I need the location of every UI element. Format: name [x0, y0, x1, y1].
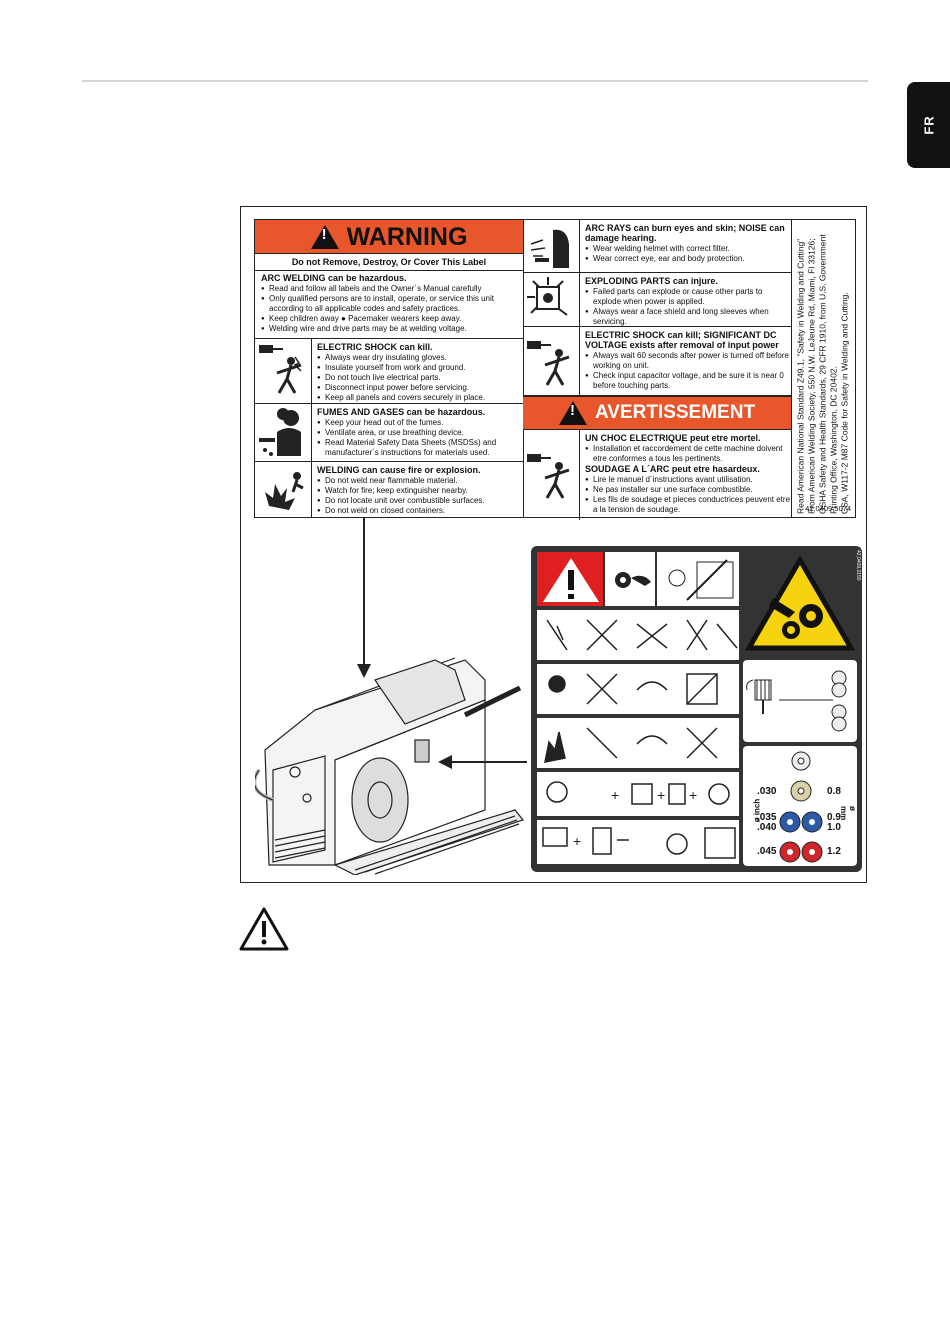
section-electric-shock: ELECTRIC SHOCK can kill. ● Always wear dry insulating gloves. ● Insulate yourself from work and ground. ● Do not touch live electrical parts. ● Disconnect input power before servicing. ● Keep all panels and covers securely in place. — [255, 339, 523, 404]
welding-machine-illustration — [255, 640, 525, 875]
fumes-prohibitions-row — [536, 663, 740, 715]
size-mm-08: 0.8 — [827, 786, 841, 797]
manual-row — [536, 819, 740, 865]
label-middle-column — [523, 220, 792, 517]
label-left-column — [255, 220, 524, 517]
fumes-icon — [255, 404, 312, 461]
warning-triangle-icon: ! — [311, 225, 339, 249]
standards-text: Read American National Standard Z49.1, "Safety in Welding and Cutting" From American Welding Society, 550 N.W. LeJeune Rd, Miami, Fl 33126; OSHA Safety and Health Standards, 29 CFR 1910, from U.S. Government Printing Office, Washington, DC 20402. CSA, W117-2 M87 Code for Safety in Welding and Cutting. — [795, 233, 850, 514]
section-exploding-parts: EXPLODING PARTS can injure. ● Failed parts can explode or cause other parts to explode when power is applied. ● Always wear a face shield and long sleeves when servicing. — [523, 273, 791, 327]
wire-size-box — [743, 746, 857, 866]
size-inch-030: .030 — [757, 786, 777, 797]
size-inch-040: .040 — [757, 822, 777, 833]
svg-text:+: + — [611, 787, 620, 803]
caution-triangle-icon — [238, 906, 290, 952]
exploding-parts-icon — [523, 273, 580, 326]
fire-prohibitions-row — [536, 717, 740, 769]
header-rule — [82, 80, 868, 82]
roll-035-040-icon — [779, 810, 823, 834]
warning-banner: ! WARNING — [255, 220, 523, 254]
size-mm-09: 0.9 — [827, 812, 841, 823]
shock-prohibitions-row — [536, 609, 740, 661]
size-mm-12: 1.2 — [827, 846, 841, 857]
svg-text:+: + — [689, 787, 698, 803]
section-fire: WELDING can cause fire or explosion. ● Do not weld near flammable material. ● Watch for fire; keep extinguisher nearby. ● Do not locate unit over combustible surfaces. ● Do not weld on closed containers. — [255, 462, 523, 518]
section-fumes: FUMES AND GASES can be hazardous. ● Keep your head out of the fumes. ● Ventilate area, or use breathing device. ● Read Material Safety Data Sheets (MSDSs) and manufacturer´s instructions for materials used. — [255, 404, 523, 462]
avertissement-triangle-icon: ! — [559, 401, 587, 425]
fire-explosion-icon — [255, 462, 312, 518]
pictogram-panel — [531, 546, 862, 872]
roll-030-icon — [789, 780, 813, 802]
pictogram-grid — [536, 551, 740, 867]
size-inch-045: .045 — [757, 846, 777, 857]
warning-subtitle: Do not Remove, Destroy, Or Cover This Label — [255, 254, 523, 271]
section-arc-rays: ARC RAYS can burn eyes and skin; NOISE can damage hearing. ● Wear welding helmet with correct filter. ● Wear correct eye, ear and body protection. — [523, 220, 791, 273]
panel-code: 42,0409,0150 — [855, 550, 861, 581]
section-dc-voltage: ELECTRIC SHOCK can kill; SIGNIFICANT DC VOLTAGE exists after removal of input power ● Always wait 60 seconds after power is turned off before working on unit. ● Check input capacitor voltage, and be sure it is near 0 before touching parts. — [523, 327, 791, 396]
hand-gear-warning-icon — [743, 554, 857, 654]
dc-voltage-shock-icon — [523, 327, 580, 395]
machine-crossed-icon — [656, 551, 740, 607]
french-shock-icon — [523, 430, 580, 520]
section-arc-welding: ARC WELDING can be hazardous. ● Read and follow all labels and the Owner´s Manual carefully ● Only qualified persons are to install, operate, or service this unit according to all applicable codes and safety practices. ● Keep children away ● Pacemaker wearers keep away. ● Welding wire and drive parts may be at welding voltage. — [255, 271, 523, 339]
roll-orientation-box — [743, 660, 857, 742]
inch-axis-label: ø inch — [752, 798, 762, 823]
arc-rays-icon — [523, 220, 580, 272]
svg-text:+: + — [657, 787, 666, 803]
section-french: UN CHOC ELECTRIQUE peut etre mortel. ● Installation et raccordement de cette machine doivent etre conformes a tous les pertinents. SOUDAGE A L´ARC peut etre hasardeux. ● Lire le manuel d´instructions avant utilisation. ● Ne pas installer sur une surface combustible. ● Les fils de soudage et pieces conductrices peuvent etre a la tension de soudage. — [523, 430, 791, 520]
mm-axis-label: ø mm — [839, 806, 857, 821]
part-number: 42,0409 5074 — [805, 504, 851, 513]
avertissement-banner: ! AVERTISSEMENT — [523, 396, 791, 430]
warning-label — [254, 219, 856, 518]
blank-roll-icon — [791, 750, 811, 772]
red-warning-icon — [536, 551, 604, 607]
drive-roll-hazard-icon — [604, 551, 656, 607]
standards-column — [791, 220, 855, 517]
roll-045-icon — [779, 840, 823, 864]
language-tab[interactable]: FR — [907, 82, 950, 168]
size-inch-035: .035 — [757, 812, 777, 823]
size-mm-10: 1.0 — [827, 822, 841, 833]
electric-shock-icon — [255, 339, 312, 403]
svg-text:+: + — [573, 833, 582, 849]
ppe-row — [536, 771, 740, 817]
